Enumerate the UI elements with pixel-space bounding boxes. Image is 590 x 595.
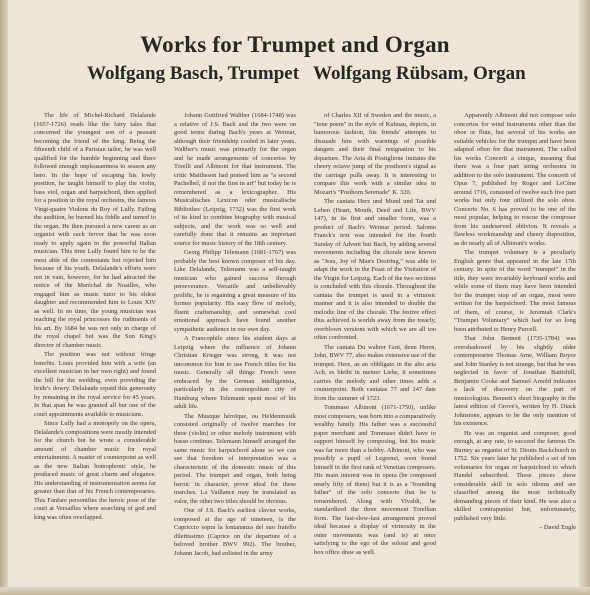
performers-line: [0, 63, 590, 93]
liner-notes: [34, 112, 576, 574]
notes-column-4: [454, 112, 576, 574]
notes-column-1: [34, 112, 156, 574]
notes-paragraph: The cantata Du wahrer Gott, denn Herrn, John, BWV 77, also makes extensive use of the trumpet. Here, as an obbligato in the alto aria Ach, es bleibt in meiner Liebe, it sometimes carries the melody and other times adds a counterpoint. Both cantatas 77 and 147 date from the summer of 1723.: [314, 343, 436, 402]
notes-column-2: [174, 112, 296, 574]
notes-signature: – David Engle: [539, 524, 576, 531]
organ-performer: Wolfgang Rübsam, Organ: [313, 63, 526, 84]
notes-paragraph: The position was not without fringe benefits. Louis provided him with a wife (an excellent musician in her own right) and found the bill for the wedding, even providing the bride's dowry. Delalande repaid this generosity by remaining in the royal service for 45 years. In that span he was granted all but one of the court appointments available to musicians.: [34, 351, 156, 418]
trumpet-performer: Wolfgang Basch, Trumpet: [87, 63, 300, 84]
notes-paragraph: A Francophile since his student days at Leipzig where the influence of Johann Christian Krieger was strong, it was not uncommon for him to use French titles for his music. Generally all things French were embraced by the German intelligentsia, particularly in the cosmopolitan city of Hamburg where Telemann spent most of his adult life.: [174, 335, 296, 410]
notes-column-3: [314, 112, 436, 574]
notes-paragraph: The cantata Herz und Mund und Tat und Leben (Heart, Mouth, Deed and Life, BWV 147), in its first and smaller form, was a product of Bach's Weimar period. Salomo Franck's text was intended for the fourth Sunday of Advent but Bach, by adding several movements including the chorale now known as "Jesu, Joy of Man's Desiring," was able to adapt the work to the Feast of the Visitation of the Virgin for Leipzig. Each of the two sections is concluded with this chorale. Throughout the cantata the trumpet is used in a virtuosic manner and it is also intended to double the melodic line of the chorale. The festive effect thus achieved is worlds away from the treacly, overblown versions with which we are all too often confronted.: [314, 198, 436, 341]
notes-paragraph: The life of Michel-Richard Delalande (1657-1726) reads like the fairy tales that concerned the youngest son of a peasant becoming the friend of the king. Being the fifteenth child of a Parisian tailor, he was well qualified for the humble beginning and there followed enough unpleasantness to season any hero. In the hope of escaping his lowly position, he taught himself to play the violin, bass viol, organ and harpsichord, then applied for a position in the royal orchestra, the famous Vingt-quatre Violons du Roy of Lully. Failing the audition, he burned his fiddle and turned to the organ. He then pursued a new career as an organist with such fervor that he was soon ready to apply again to the powerful Italian musician. This time Lully found him to be the most able of the contestants but rejected him because of his youth. Delalande's efforts were not in vain, however, for he had attracted the notice of the Maréchal de Noailles, who engaged him as music tutor to his eldest daughter and recommended him to Louis XIV as well. In no time, the young musician was teaching the royal princesses the rudiments of his art. By 1684 he was not only in charge of the royal chapel but was the Sun King's director of chamber music.: [34, 112, 156, 349]
album-title: Works for Trumpet and Organ: [140, 32, 450, 57]
notes-paragraph: That John Bennett (1735-1784) was overshadowed by his slightly older contemporaries Thomas Arne, William Boyce and John Stanley is not strange, but that he was neglected in favor of Jonathan Battishill, Benjamin Cooke and Samuel Arnold indicates a lack of discovery on the part of musicologists. Bennett's short biography in the latest edition of Grove's, written by H. Diack Johnstone, appears to be the only mention of his existence.: [454, 335, 576, 427]
notes-paragraph: of Charles XII of Sweden and the music, a "tone poem" in the style of Kuhnau, depicts, in humorous fashion, his friends' attempts to dissuade him with warnings of possible dangers and their final resignation to his departure. The Aria di Postiglione imitates the cheery octave jump of the posthorn's signal as the carriage pulls away. It is interesting to compare this work with a similar idea in Mozart's "Posthorn Serenade" K. 320.: [314, 112, 436, 196]
notes-paragraph: Apparently Albinoni did not compose solo concertos for wind instruments other than the oboe or flute, but several of his works are suitable vehicles for the trumpet and have been adapted often for that instrument. The called his works Concerti a cinque, meaning that there was a four part string orchestra in addition to the solo instrument. The concerti of Opus 7, published by Roger and LeCène around 1716, consisted of twelve such five part works but only four utilized the solo oboe. Concerto No. 6 has proved to be one of the most popular, helping to rescue the composer from his undeserved oblivion. It reveals a flawless workmanship and cheery disposition, as do nearly all of Albinoni's works.: [454, 112, 576, 247]
sleeve-bottom-edge: [0, 587, 590, 595]
notes-paragraph: Georg Philipp Telemann (1681-1767) was probably the best known composer of his day. Like Delalande, Telemann was a self-taught musician who gained success through perseverance. Versatile and unbelievably prolific, he is regaining a great measure of his former popularity. His easy flow of melody, fluent craftsmanship, and somewhat cool emotional approach have found another sympathetic audience in our own day.: [174, 249, 296, 333]
notes-paragraph: Johann Gottfried Walther (1684-1748) was a relative of J.S. Bach and the two were on good terms during Bach's years at Weimar, although their friendship cooled in later years. Walther's music was primarily for the organ and he made arrangements of concertos by Torelli and Albinoni for that instrument. The critic Mattheson had praised him as "a second Pachelbel, if not the first in art" but today he is remembered as a lexicographer. His Musicalisches Lexicon oder musicalische Bibliothec (Leipzig, 1732) was the first work of its kind to combine biography with musical subjects, and the work was so well and carefully done that it remains an important source for music history of the 18th century.: [174, 112, 296, 247]
notes-paragraph: Tommaso Albinoni (1671-1750), unlike most composers, was born into a comparatively wealthy family. His father was a successful paper merchant and Tommaso didn't have to support himself by composing, but his music was far more than a hobby. Albinoni, who was possibly a pupil of Legrenzi, soon found himself in the first rank of Venetian composers. His main interest was in opera (he composed nearly fifty of them) but it is as a "founding father" of the solo concerto that he is remembered. Along with Vivaldi, he standardized the three movement Torellian form. The fast-slow-fast arrangement proved ideal because a display of virtuosity in the outer movements was (and is) at once satisfying to the ego of the soloist and good box office draw as well.: [314, 404, 436, 556]
notes-paragraph: One of J.S. Bach's earliest clavier works, composed at the age of nineteen, is the Capriccio sopra la lontananza del suo fratello dilettissimo (Caprice on the departure of a beloved brother BWV 992). The brother, Johann Jacob, had enlisted in the army: [174, 507, 296, 557]
notes-paragraph: The trumpet voluntary is a peculiarly English genre that appeared in the late 17th century. In spite of the word "trumpet" in the title, they were invariably keyboard works and while some of them may have been intended for the trumpet stop of an organ, most were written for the harpsichord. The most famous of them, of course, is Jeremiah Clark's "Trumpet Voluntary" which had for so long been attributed to Henry Purcell.: [454, 249, 576, 333]
notes-paragraph: Since Lully had a monopoly on the opera, Delalande's compositions were mostly intended for the church but he wrote a considerable amount of chamber music for royal entertainment. A master of counterpoint as well as the new Italian homophonic style, he produced music of great charm and elegance. His understanding of instrumentation seems far greater than that of his French contemporaries. This Fanfare personifies the heroic pose of the court at Versailles where searching of god and king was often overlapped.: [34, 420, 156, 521]
notes-paragraph: The Musique héroïque, ou Heldenmusik consisted originally of twelve marches for three (violin) or other melody instrument with basso continuo. Telemann himself arranged the same music for harpsichord alone so we can see that freedom of interpretation was a characteristic of the domestic music of this period. The trumpet and organ, both being heroic in character, prove ideal for these marches. La Vaillance may be translated as valor, the other two titles should be obvious.: [174, 412, 296, 505]
notes-paragraph: He was an organist and composer, good enough, at any rate, to succeed the famous Dr. Burney as organist of St. Dionis Backchurch in 1752. Six years later he published a set of ten voluntaries for organ or harpsichord to which Handel subscribed. These pieces show considerable skill in solo idioms and are classified among the most technically demanding pieces of their kind. He was also a skilled contrapuntist but, unfortunately, published very little.: [454, 429, 576, 522]
